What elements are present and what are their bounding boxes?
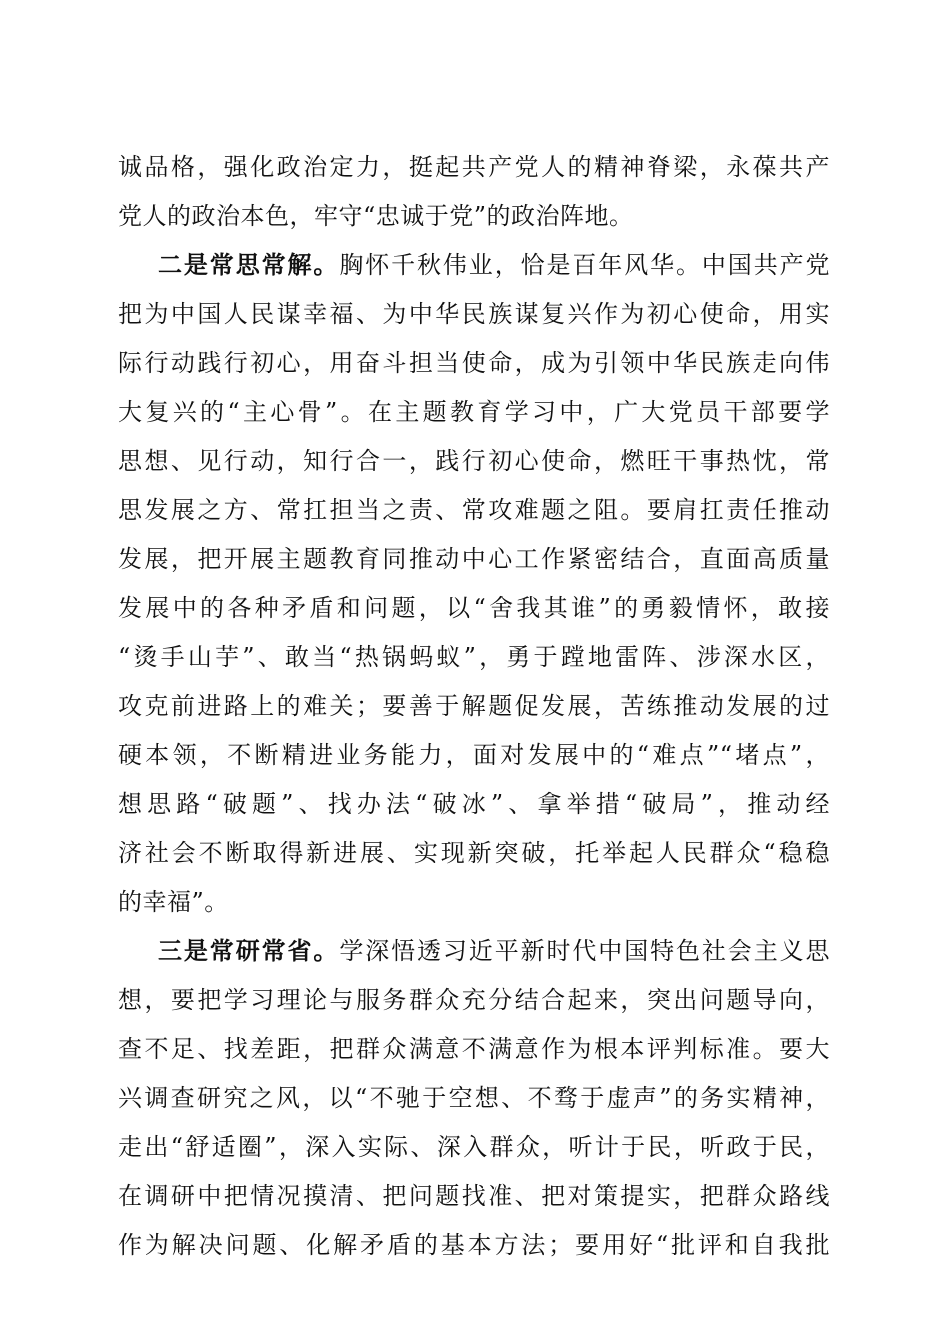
- paragraph-1: [118, 143, 830, 241]
- paragraph-lead-heading: 二是常思常解。: [158, 251, 340, 279]
- text-line: 党人的政治本色，牢守“忠诚于党”的政治阵地。: [118, 202, 634, 230]
- text-line: 发展中的各种矛盾和问题，以“舍我其谁”的勇毅情怀，敢接: [118, 594, 830, 622]
- document-body: [118, 143, 830, 1270]
- paragraph-lead-heading: 三是常研常省。: [158, 937, 340, 965]
- text-line: 济社会不断取得新进展、实现新突破，托举起人民群众“稳稳: [118, 839, 830, 867]
- text-line: 思想、见行动，知行合一，践行初心使命，燃旺干事热忱，常: [118, 447, 830, 475]
- text-line: 际行动践行初心，用奋斗担当使命，成为引领中华民族走向伟: [118, 349, 830, 377]
- text-line: “烫手山芋”、敢当“热锅蚂蚁”，勇于蹚地雷阵、涉深水区，: [118, 643, 830, 671]
- paragraph-first-line: [118, 241, 830, 290]
- text-line: 的幸福”。: [118, 888, 229, 916]
- text-line: 查不足、找差距，把群众满意不满意作为根本评判标准。要大: [118, 1035, 830, 1063]
- text-line: 发展，把开展主题教育同推动中心工作紧密结合，直面高质量: [118, 545, 830, 573]
- text-line: 兴调查研究之风，以“不驰于空想、不骛于虚声”的务实精神，: [118, 1084, 830, 1112]
- paragraph-2: [118, 241, 830, 927]
- text-line: 思发展之方、常扛担当之责、常攻难题之阻。要肩扛责任推动: [118, 496, 830, 524]
- text-line: 想思路“破题”、找办法“破冰”、拿举措“破局”，推动经: [118, 790, 830, 818]
- paragraph-first-line: [118, 927, 830, 976]
- text-line: 大复兴的“主心骨”。在主题教育学习中，广大党员干部要学: [118, 398, 830, 426]
- text-line: 在调研中把情况摸清、把问题找准、把对策提实，把群众路线: [118, 1182, 830, 1210]
- text-line: 诚品格，强化政治定力，挺起共产党人的精神脊梁，永葆共产: [118, 153, 830, 181]
- text-line: 硬本领，不断精进业务能力，面对发展中的“难点”“堵点”，: [118, 741, 830, 769]
- text-line: 攻克前进路上的难关；要善于解题促发展，苦练推动发展的过: [118, 692, 830, 720]
- text-line: 走出“舒适圈”，深入实际、深入群众，听计于民，听政于民，: [118, 1133, 830, 1161]
- text-fragment: 学深悟透习近平新时代中国特色社会主义思: [339, 937, 831, 965]
- text-line: 把为中国人民谋幸福、为中华民族谋复兴作为初心使命，用实: [118, 300, 830, 328]
- text-line: 想，要把学习理论与服务群众充分结合起来，突出问题导向，: [118, 986, 830, 1014]
- text-fragment: 胸怀千秋伟业，恰是百年风华。中国共产党: [339, 251, 831, 279]
- text-line: 作为解决问题、化解矛盾的基本方法；要用好“批评和自我批: [118, 1231, 830, 1259]
- paragraph-3: [118, 927, 830, 1270]
